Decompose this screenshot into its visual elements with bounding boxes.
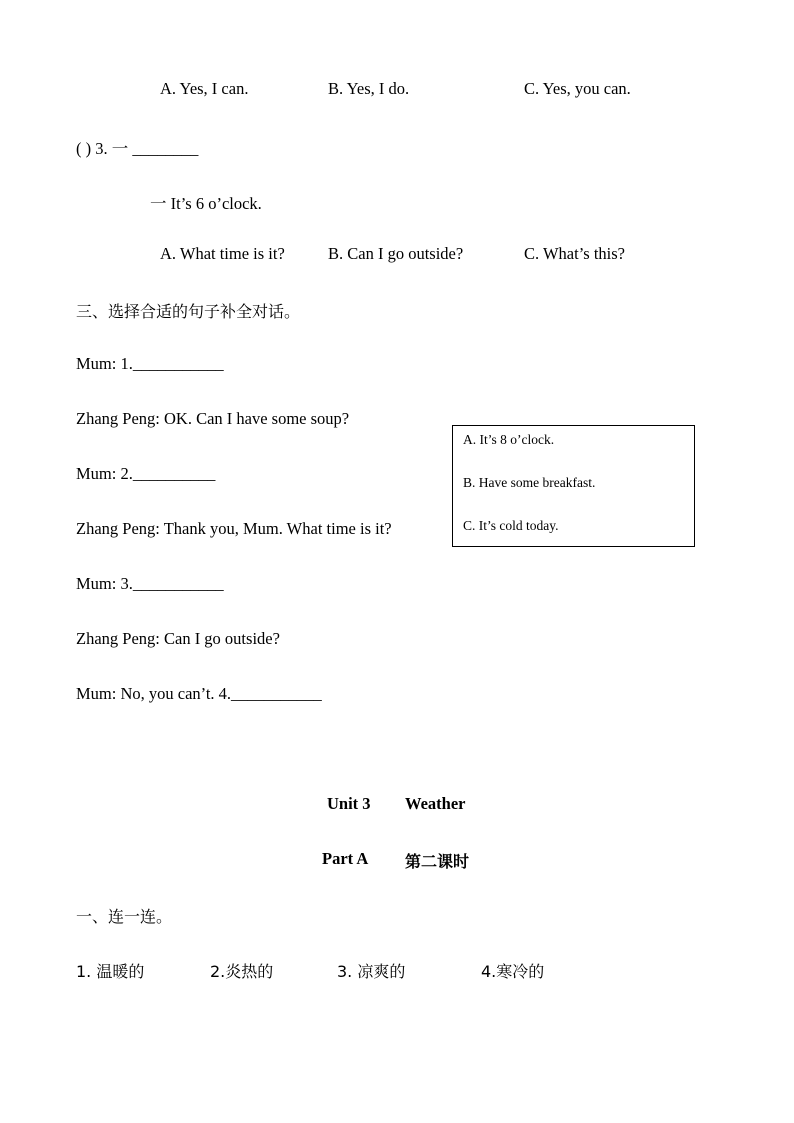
dialogue-line-4: Zhang Peng: Thank you, Mum. What time is it? [76,519,392,538]
part-title: Part A [322,849,369,868]
unit-title: Unit 3 [327,794,371,813]
match-item-4: 4.寒冷的 [481,962,545,981]
unit-name: Weather [405,794,466,813]
dialogue-line-5: Mum: 3.___________ [76,574,224,593]
q3-answer-line: 一 It’s 6 o’clock. [150,194,262,213]
dialogue-line-6: Zhang Peng: Can I go outside? [76,629,280,648]
match-item-1: 1. 温暖的 [76,962,145,981]
match-item-2: 2.炎热的 [210,962,274,981]
section3-title: 三、选择合适的句子补全对话。 [76,302,301,321]
choices-box [452,425,695,547]
dialogue-line-1: Mum: 1.___________ [76,354,224,373]
q2-option-c: C. Yes, you can. [524,79,631,98]
lesson-title: 第二课时 [405,852,470,871]
choice-a: A. It’s 8 o’clock. [463,432,555,447]
q3-option-a: A. What time is it? [160,244,285,263]
q2-option-b: B. Yes, I do. [328,79,410,98]
dialogue-line-7: Mum: No, you can’t. 4.___________ [76,684,322,703]
dialogue-line-3: Mum: 2.__________ [76,464,216,483]
choice-b: B. Have some breakfast. [463,475,596,490]
q2-option-a: A. Yes, I can. [160,79,249,98]
q3-option-b: B. Can I go outside? [328,244,464,263]
section1-title: 一、连一连。 [76,907,173,926]
match-item-3: 3. 凉爽的 [337,962,406,981]
dialogue-line-2: Zhang Peng: OK. Can I have some soup? [76,409,350,428]
choice-c: C. It’s cold today. [463,518,559,533]
q3-stem: ( ) 3. 一 ________ [76,139,199,158]
q3-option-c: C. What’s this? [524,244,625,263]
